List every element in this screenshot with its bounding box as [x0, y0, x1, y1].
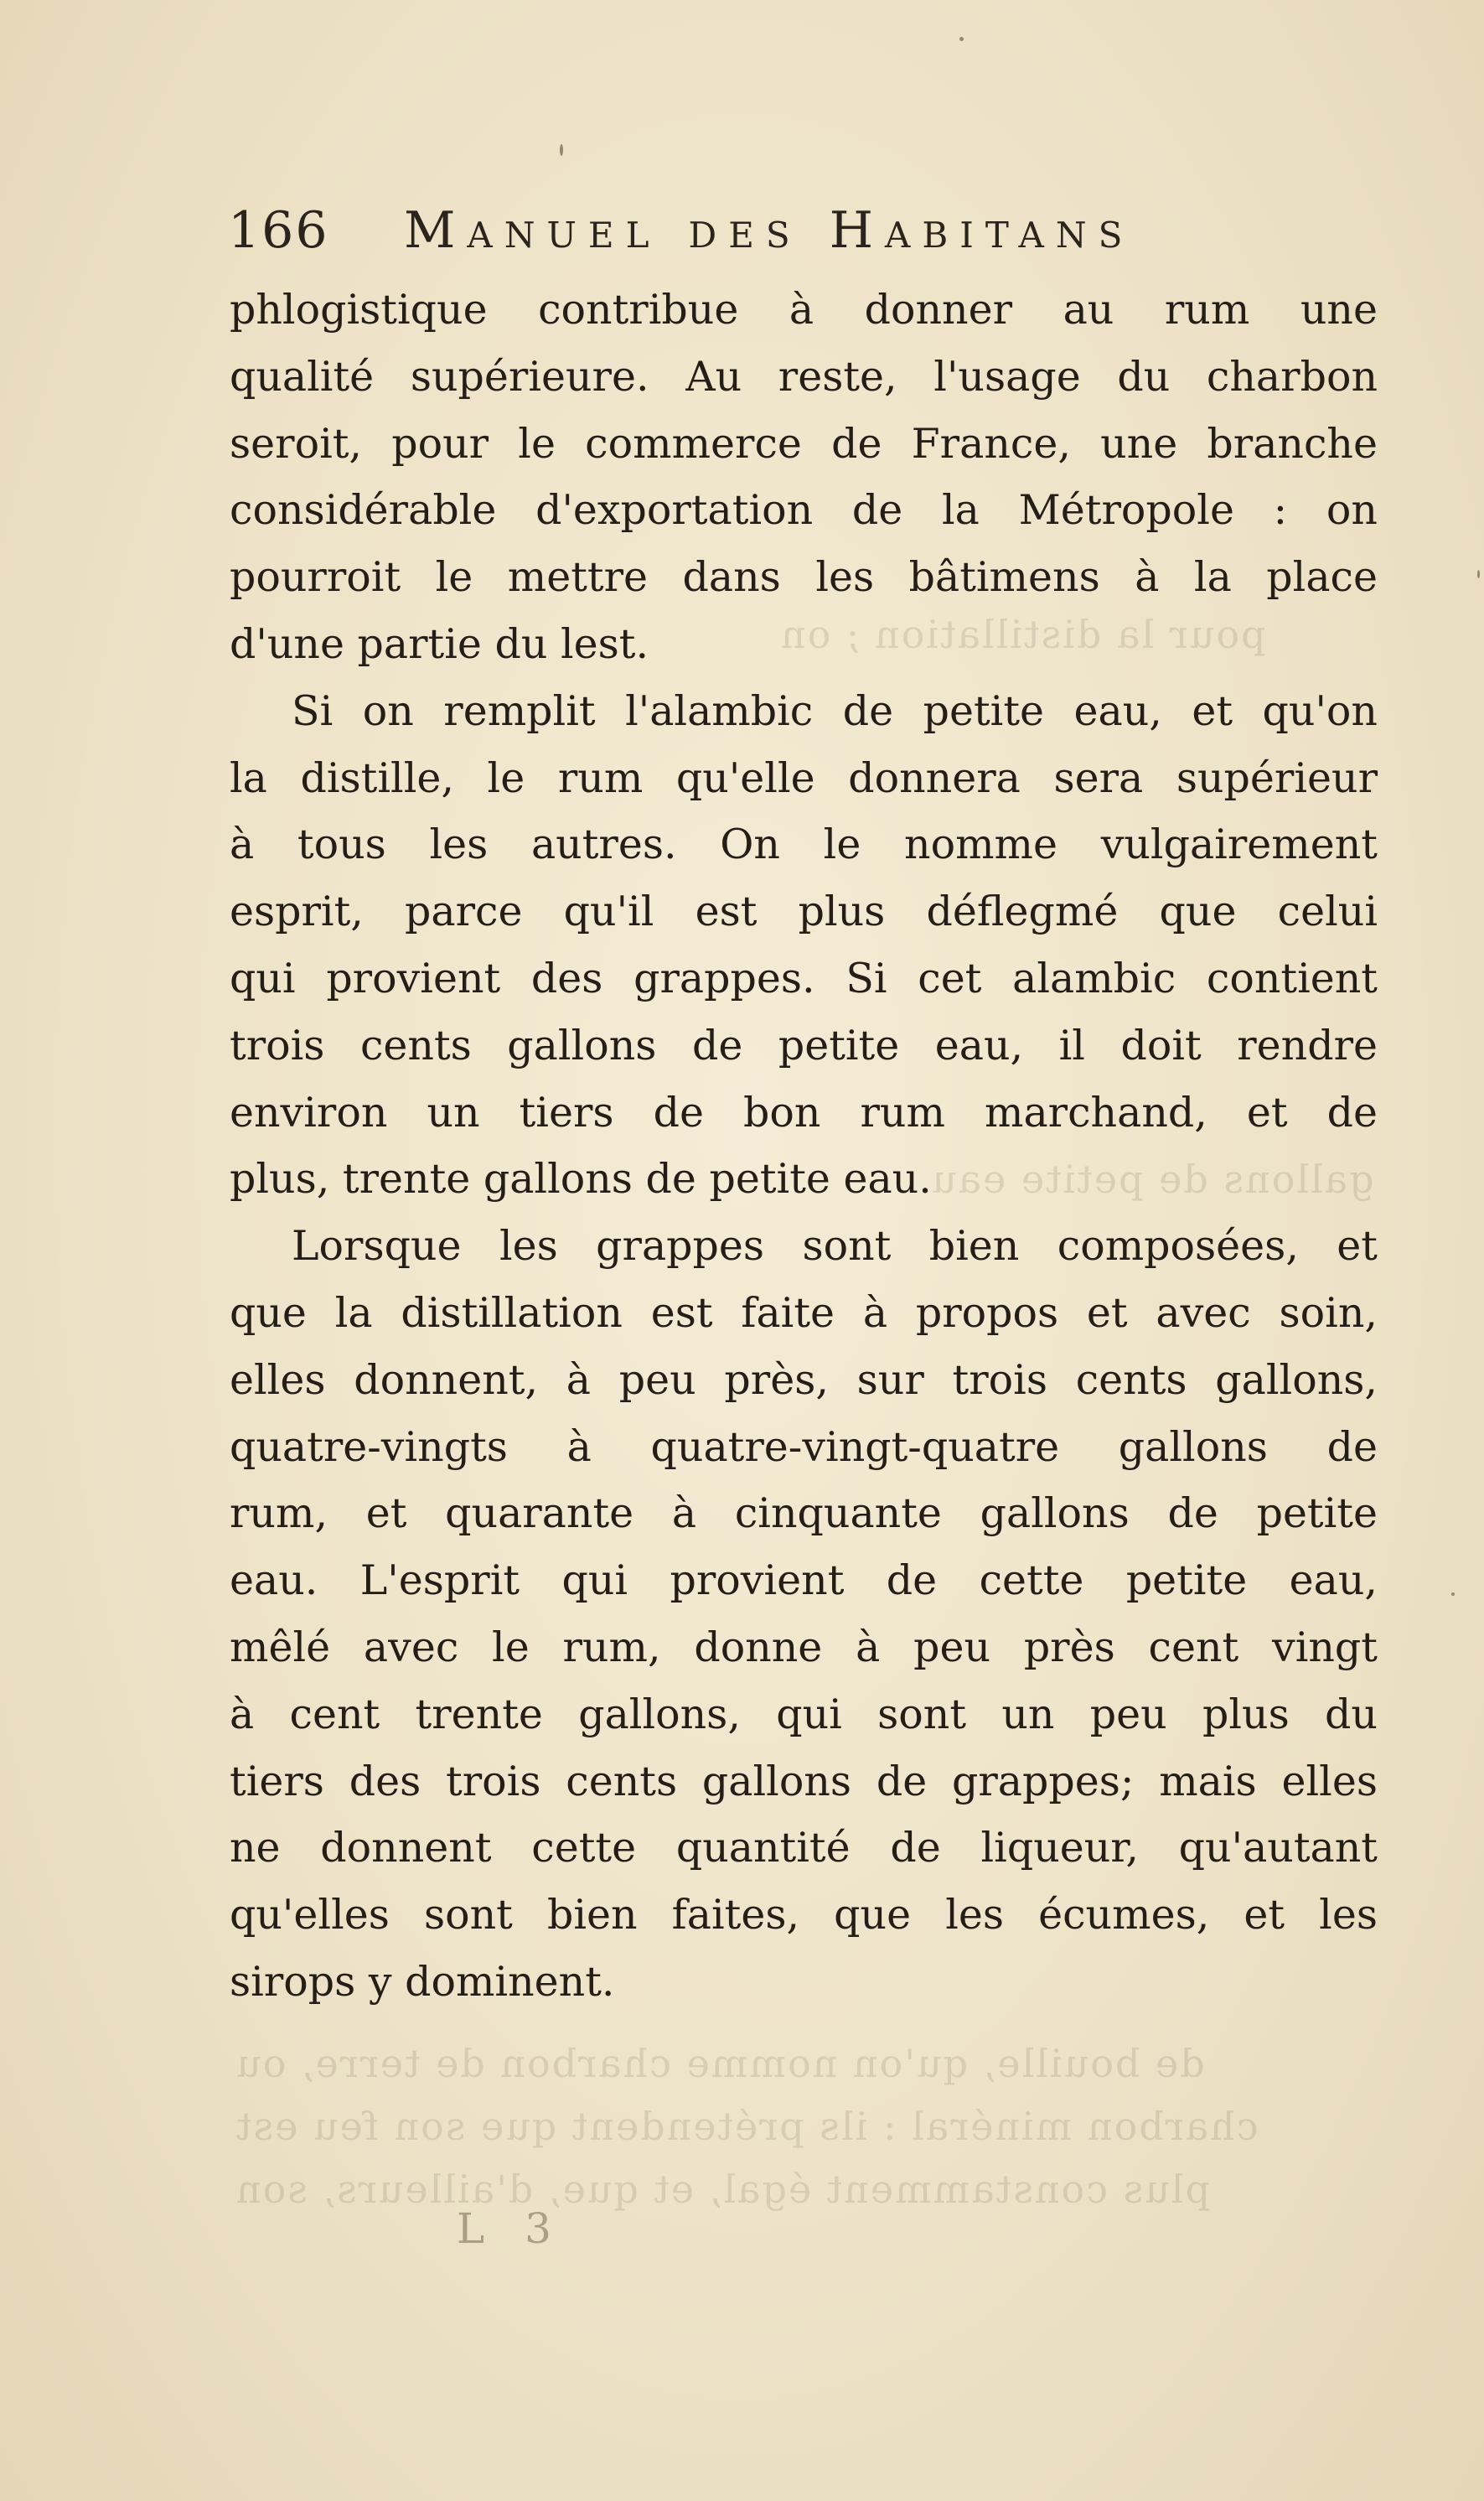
paper-speck [560, 144, 563, 156]
text-line: d'une partie du lest. [230, 619, 649, 668]
text-line: Lorsque les grappes sont bien composées, et [292, 1222, 1378, 1271]
text-line: environ un tiers de bon rum marchand, et de [230, 1088, 1378, 1137]
show-through-text: charbon minéral : ils prétendent que son feu est [235, 2104, 1259, 2149]
paper-speck [1477, 570, 1480, 578]
text-line: considérable d'exportation de la Métropole : on [230, 486, 1378, 535]
text-line: tiers des trois cents gallons de grappes; mais elles [230, 1757, 1378, 1805]
text-line: esprit, parce qu'il est plus déflegmé que celui [230, 888, 1378, 936]
text-line: rum, et quarante à cinquante gallons de petite [230, 1489, 1378, 1538]
paragraph-3 [230, 1213, 1378, 2016]
paper-speck [1451, 1592, 1455, 1596]
text-line: que la distillation est faite à propos et avec soin, [230, 1288, 1378, 1337]
text-line: qu'elles sont bien faites, que les écumes, et les [230, 1891, 1378, 1939]
text-line: qui provient des grappes. Si cet alambic contient [230, 954, 1378, 1002]
text-line: elles donnent, à peu près, sur trois cents gallons, [230, 1355, 1378, 1404]
text-line: pourroit le mettre dans les bâtimens à la place [230, 553, 1378, 602]
show-through-text: gallons de petite eau [930, 1157, 1374, 1202]
running-header [228, 201, 1275, 268]
text-line: eau. L'esprit qui provient de cette petite eau, [230, 1556, 1378, 1605]
text-line: sirops y dominent. [230, 1957, 615, 2006]
text-line: phlogistique contribue à donner au rum une [230, 286, 1378, 334]
text-line: trois cents gallons de petite eau, il doit rendre [230, 1021, 1378, 1069]
show-through-text: de bouille, qu'on nomme charbon de terre, ou [235, 2041, 1205, 2086]
text-line: quatre-vingts à quatre-vingt-quatre gallons de [230, 1422, 1378, 1471]
text-line: Si on remplit l'alambic de petite eau, et qu'on [292, 686, 1378, 735]
text-line: ne donnent cette quantité de liqueur, qu'autant [230, 1824, 1378, 1872]
show-through-text: plus constamment égal, et que, d'ailleurs, son [235, 2167, 1210, 2212]
text-line: mêlé avec le rum, donne à peu près cent vingt [230, 1623, 1378, 1671]
body-text [230, 277, 1378, 2016]
paper-speck [959, 37, 964, 41]
show-through-text: pour la distillation ; on [779, 612, 1266, 657]
text-line: qualité supérieure. Au reste, l'usage du charbon [230, 352, 1378, 401]
text-line: à tous les autres. On le nomme vulgairement [230, 821, 1378, 869]
text-line: plus, trente gallons de petite eau. [230, 1155, 932, 1204]
text-line: la distille, le rum qu'elle donnera sera supérieur [230, 753, 1378, 802]
running-title: Manuel des Habitans [404, 201, 1135, 260]
page-number: 166 [228, 201, 329, 260]
text-line: seroit, pour le commerce de France, une branche [230, 419, 1378, 468]
signature-mark: L 3 [457, 2204, 565, 2253]
text-line: à cent trente gallons, qui sont un peu plus du [230, 1690, 1378, 1738]
paragraph-2 [230, 678, 1378, 1213]
paragraph-1 [230, 277, 1378, 678]
